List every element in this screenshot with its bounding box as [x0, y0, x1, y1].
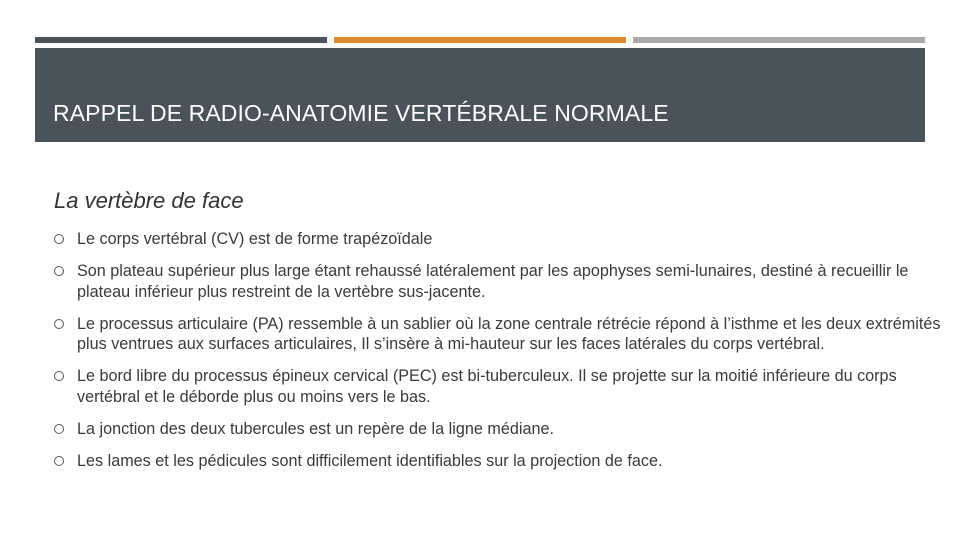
- bullet-text: Son plateau supérieur plus large étant rehaussé latéralement par les apophyses semi-lunaires, destiné à recueillir le plateau inférieur plus restreint de la vertèbre sus-jacente.: [77, 262, 909, 301]
- title-band: [35, 48, 925, 142]
- bullet-item: [54, 451, 944, 472]
- top-accent-bar-grey: [633, 37, 925, 43]
- hollow-circle-bullet-icon: [54, 319, 64, 329]
- hollow-circle-bullet-icon: [54, 456, 64, 466]
- hollow-circle-bullet-icon: [54, 234, 64, 244]
- bullet-list: [54, 229, 944, 483]
- bullet-item: [54, 261, 944, 302]
- bullet-text: Les lames et les pédicules sont difficilement identifiables sur la projection de face.: [77, 451, 663, 470]
- section-subtitle: La vertèbre de face: [54, 188, 244, 213]
- bullet-item: [54, 419, 944, 440]
- bullet-text: Le bord libre du processus épineux cervical (PEC) est bi-tuberculeux. Il se projette sur la moitié inférieure du corps vertébral et le déborde plus ou moins vers le bas.: [77, 367, 897, 406]
- bullet-text: La jonction des deux tubercules est un repère de la ligne médiane.: [77, 419, 554, 438]
- bullet-item: [54, 314, 944, 355]
- hollow-circle-bullet-icon: [54, 424, 64, 434]
- bullet-item: [54, 229, 944, 250]
- bullet-text: Le corps vertébral (CV) est de forme trapézoïdale: [77, 230, 433, 248]
- top-accent-bar-dark: [35, 37, 327, 43]
- slide-title: RAPPEL DE RADIO-ANATOMIE VERTÉBRALE NORMALE: [53, 100, 669, 126]
- hollow-circle-bullet-icon: [54, 371, 64, 381]
- top-accent-bar-orange: [334, 37, 626, 43]
- hollow-circle-bullet-icon: [54, 266, 64, 276]
- bullet-text: Le processus articulaire (PA) ressemble à un sablier où la zone centrale rétrécie répond à l’isthme et les deux extrémités plus ventrues aux surfaces articulaires, Il s’insère à mi-hauteur sur les faces latérales du corps vertébral.: [77, 314, 941, 353]
- bullet-item: [54, 366, 944, 407]
